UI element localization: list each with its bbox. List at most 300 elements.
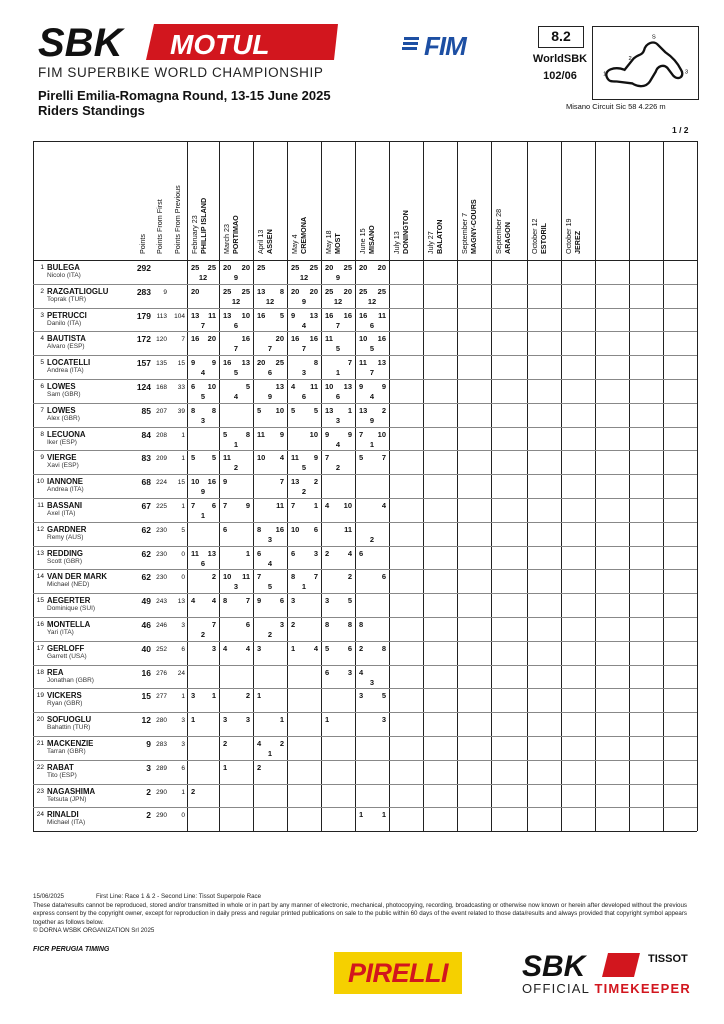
rider-surname: VICKERS <box>47 691 82 701</box>
superpole-points: 9 <box>267 392 273 401</box>
race2-points: 7 <box>211 620 216 629</box>
superpole-points: 12 <box>231 296 241 306</box>
header-round-line: ARAGON <box>502 222 512 254</box>
race1-points: 3 <box>359 691 364 701</box>
row-divider <box>33 760 697 761</box>
points-from-first: 277 <box>156 693 167 701</box>
header-round <box>359 225 376 254</box>
race1-points: 1 <box>191 715 196 725</box>
superpole-points: 9 <box>369 415 375 425</box>
race1-points: 13 <box>191 310 200 320</box>
points-from-previous: 24 <box>177 669 185 677</box>
rider-points: 283 <box>136 286 151 297</box>
race1-points: 2 <box>291 620 296 629</box>
race1-points: 11 <box>291 453 299 463</box>
header-round-line: BALATON <box>434 219 444 254</box>
points-from-previous: 6 <box>181 645 185 653</box>
header-round-line: ESTORIL <box>538 222 548 254</box>
race2-points: 20 <box>309 286 318 296</box>
superpole-points: 6 <box>267 368 273 378</box>
superpole-points: 7 <box>335 320 341 330</box>
rider-surname: BULEGA <box>47 263 80 272</box>
race1-points: 25 <box>223 286 232 296</box>
race1-points: 10 <box>223 572 232 582</box>
race1-points: 1 <box>291 643 296 653</box>
series-label: WorldSBK <box>532 53 588 65</box>
superpole-points: 6 <box>233 320 239 330</box>
page-number: 1 / 2 <box>672 125 689 135</box>
official-word: OFFICIAL <box>522 981 590 996</box>
race2-points: 13 <box>343 382 352 391</box>
race2-points: 7 <box>245 596 250 606</box>
race1-points: 3 <box>325 596 330 606</box>
rider-points: 2 <box>146 810 151 821</box>
rider-surname: NAGASHIMA <box>47 786 96 796</box>
rider-surname: MACKENZIE <box>47 739 94 748</box>
rider-surname: LOCATELLI <box>47 358 91 368</box>
rider-firstname: Alvaro (ESP) <box>47 343 85 351</box>
column-divider <box>697 141 698 831</box>
race1-points: 6 <box>191 382 196 391</box>
superpole-points: 4 <box>200 368 206 378</box>
race2-points: 1 <box>245 548 250 558</box>
superpole-points: 2 <box>233 463 239 473</box>
row-divider <box>33 284 697 285</box>
superpole-points: 12 <box>265 296 275 306</box>
svg-text:1: 1 <box>603 71 607 78</box>
row-divider <box>33 427 697 428</box>
column-divider <box>561 141 562 831</box>
race1-points: 7 <box>291 501 296 510</box>
race2-points: 13 <box>275 382 284 391</box>
superpole-points: 1 <box>200 511 206 520</box>
rider-position: 9 <box>40 454 44 462</box>
header-round-line: JEREZ <box>572 230 582 254</box>
table-border-header <box>33 260 697 261</box>
race2-points: 8 <box>347 620 352 629</box>
race1-points: 2 <box>191 786 196 796</box>
superpole-points: 2 <box>335 463 341 473</box>
row-divider <box>33 736 697 737</box>
race2-points: 8 <box>313 358 318 368</box>
race2-points: 3 <box>211 643 216 653</box>
row-divider <box>33 403 697 404</box>
points-from-previous: 39 <box>177 407 185 415</box>
race2-points: 3 <box>347 667 352 677</box>
race2-points: 9 <box>347 429 352 439</box>
rider-points: 124 <box>136 382 151 392</box>
table-border-left <box>33 141 34 831</box>
superpole-points: 6 <box>301 392 307 401</box>
superpole-points: 7 <box>200 320 206 330</box>
superpole-points: 1 <box>301 582 307 592</box>
points-from-first: 207 <box>156 407 167 415</box>
points-from-first: 113 <box>156 312 167 320</box>
superpole-points: 1 <box>335 368 341 378</box>
race1-points: 13 <box>291 477 300 487</box>
rider-position: 11 <box>37 502 44 509</box>
superpole-points: 7 <box>301 344 307 354</box>
column-divider <box>457 141 458 831</box>
sbk-motul-logo <box>38 22 338 62</box>
points-from-first: 289 <box>156 764 167 772</box>
official-timekeeper <box>522 981 691 996</box>
row-divider <box>33 522 697 523</box>
column-divider <box>527 141 528 831</box>
rider-position: 24 <box>36 811 44 819</box>
race2-points: 11 <box>276 501 284 510</box>
superpole-points: 12 <box>299 273 309 282</box>
points-from-first: 168 <box>156 384 167 391</box>
race2-points: 5 <box>381 691 386 701</box>
header-round-line: MISANO <box>366 225 376 254</box>
rider-points: 40 <box>141 643 151 654</box>
rider-surname: REDDING <box>47 548 83 558</box>
circuit-map-icon <box>592 26 699 100</box>
superpole-points: 6 <box>369 320 375 330</box>
rider-firstname: Andrea (ITA) <box>47 486 84 494</box>
rider-firstname: Ryan (GBR) <box>47 700 83 708</box>
race1-points: 4 <box>223 643 228 653</box>
race2-points: 6 <box>211 501 216 510</box>
race1-points: 4 <box>257 739 262 748</box>
race2-points: 10 <box>275 405 284 415</box>
race2-points: 16 <box>377 334 386 344</box>
points-from-first: 230 <box>156 526 167 534</box>
svg-text:3: 3 <box>684 69 689 76</box>
footer-date: 15/06/2025 <box>33 893 64 900</box>
row-divider <box>33 569 697 570</box>
race2-points: 10 <box>343 501 352 510</box>
points-from-first: 9 <box>163 288 167 296</box>
rider-firstname: Jonathan (GBR) <box>47 676 94 684</box>
rider-position: 16 <box>36 621 44 628</box>
race1-points: 16 <box>191 334 200 344</box>
timekeeper-word: TIMEKEEPER <box>594 981 691 996</box>
race2-points: 1 <box>211 691 216 701</box>
points-from-first: 290 <box>156 812 167 820</box>
header-round-line: May 18 <box>324 230 333 254</box>
race1-points: 4 <box>291 382 296 391</box>
row-divider <box>33 498 697 499</box>
header-round-line: CREMONA <box>298 216 308 254</box>
superpole-points: 3 <box>369 677 375 687</box>
superpole-points: 7 <box>369 368 375 378</box>
race2-points: 25 <box>241 286 250 296</box>
race1-points: 13 <box>359 405 368 415</box>
race1-points: 11 <box>325 334 333 344</box>
superpole-points: 5 <box>335 344 341 354</box>
rider-position: 5 <box>40 359 44 367</box>
points-from-previous: 15 <box>177 360 185 368</box>
row-divider <box>33 546 697 547</box>
row-divider <box>33 807 697 808</box>
points-from-previous: 5 <box>181 526 185 534</box>
points-from-first: 276 <box>156 669 167 677</box>
points-from-previous: 0 <box>181 574 185 582</box>
race1-points: 2 <box>325 548 330 558</box>
rider-points: 85 <box>141 405 151 416</box>
race2-points: 2 <box>313 477 318 487</box>
points-from-previous: 3 <box>181 622 185 629</box>
ficr-timing-logo: FICR PERUGIA TIMING <box>33 946 110 953</box>
rider-position: 19 <box>36 692 44 700</box>
rider-firstname: Danilo (ITA) <box>47 319 82 327</box>
header-from-previous: Points From Previous <box>173 185 182 254</box>
points-from-previous: 6 <box>181 764 185 772</box>
race1-points: 1 <box>257 691 262 701</box>
race2-points: 11 <box>310 382 318 391</box>
rider-position: 8 <box>40 430 44 438</box>
header-round <box>191 198 208 254</box>
column-divider <box>287 141 288 831</box>
points-from-first: 224 <box>156 479 167 487</box>
header-round <box>393 210 410 254</box>
race1-points: 6 <box>359 548 364 558</box>
rider-surname: RAZGATLIOGLU <box>47 286 109 296</box>
race2-points: 4 <box>245 643 250 653</box>
header-round-line: May 4 <box>290 234 299 254</box>
points-from-previous: 33 <box>177 384 185 391</box>
rider-surname: LECUONA <box>47 429 86 439</box>
rider-position: 15 <box>36 597 44 605</box>
table-border-bottom <box>33 831 697 832</box>
race1-points: 1 <box>359 810 364 820</box>
row-divider <box>33 355 697 356</box>
race1-points: 9 <box>325 429 330 439</box>
points-from-first: 243 <box>156 598 167 606</box>
race2-points: 6 <box>313 524 318 534</box>
race2-points: 16 <box>343 310 352 320</box>
svg-text:S: S <box>651 34 656 41</box>
race1-points: 5 <box>291 405 296 415</box>
race1-points: 3 <box>223 715 228 725</box>
race1-points: 8 <box>191 405 196 415</box>
race1-points: 8 <box>223 596 228 606</box>
points-from-previous: 15 <box>177 479 185 487</box>
race2-points: 4 <box>211 596 216 606</box>
points-from-previous: 1 <box>181 503 185 510</box>
race2-points: 7 <box>347 358 352 368</box>
race1-points: 1 <box>325 715 330 725</box>
race2-points: 1 <box>347 405 352 415</box>
header-round <box>257 229 274 254</box>
race2-points: 2 <box>381 405 386 415</box>
row-divider <box>33 641 697 642</box>
race2-points: 3 <box>381 715 386 725</box>
points-from-previous: 104 <box>174 312 185 320</box>
header-round-line: PHILLIP ISLAND <box>198 197 208 254</box>
rider-surname: RINALDI <box>47 810 79 820</box>
rider-position: 4 <box>40 335 44 343</box>
race2-points: 2 <box>279 739 284 748</box>
table-border-top <box>33 141 697 142</box>
header-round-line: March 23 <box>222 224 231 254</box>
superpole-points: 3 <box>267 534 273 544</box>
race1-points: 16 <box>257 310 266 320</box>
header-points: Points <box>138 234 147 254</box>
race1-points: 11 <box>359 358 367 368</box>
race2-points: 9 <box>279 429 284 439</box>
points-from-first: 208 <box>156 431 167 439</box>
tissot-logo: TISSOT <box>648 953 688 965</box>
rider-points: 62 <box>141 572 151 583</box>
row-divider <box>33 379 697 380</box>
race2-points: 9 <box>313 453 318 463</box>
rider-firstname: Xavi (ESP) <box>47 462 79 470</box>
rider-firstname: Remy (AUS) <box>47 533 84 541</box>
header-round <box>495 209 512 254</box>
race1-points: 3 <box>191 691 196 701</box>
points-from-first: 290 <box>156 788 167 796</box>
race2-points: 5 <box>313 405 318 415</box>
race2-points: 7 <box>381 453 386 463</box>
fim-logo: FIM <box>424 31 466 61</box>
superpole-points: 3 <box>200 415 206 425</box>
rider-points: 68 <box>141 477 151 488</box>
column-divider <box>187 141 188 831</box>
race1-points: 20 <box>325 263 334 272</box>
superpole-points: 9 <box>301 296 307 306</box>
rider-points: 16 <box>141 667 151 678</box>
race1-points: 6 <box>223 524 228 534</box>
rider-points: 15 <box>141 691 151 702</box>
race2-points: 6 <box>381 572 386 582</box>
superpole-points: 4 <box>233 392 239 401</box>
rider-surname: SOFUOGLU <box>47 715 92 725</box>
rider-points: 46 <box>141 620 151 630</box>
points-from-previous: 0 <box>181 550 185 558</box>
column-divider <box>219 141 220 831</box>
sbk-small-logo <box>522 950 642 980</box>
race1-points: 10 <box>257 453 266 463</box>
race1-points: 16 <box>291 334 300 344</box>
row-divider <box>33 665 697 666</box>
points-from-first: 252 <box>156 645 167 653</box>
rider-surname: PETRUCCI <box>47 310 87 320</box>
document-code: 8.2 <box>538 26 584 48</box>
rider-position: 20 <box>36 716 44 724</box>
points-from-first: 280 <box>156 717 167 725</box>
rider-position: 21 <box>36 740 44 747</box>
rider-points: 157 <box>136 358 151 369</box>
race1-points: 20 <box>257 358 266 368</box>
rider-firstname: Sam (GBR) <box>47 391 81 398</box>
race1-points: 25 <box>291 263 300 272</box>
header-round <box>291 217 308 254</box>
superpole-points: 9 <box>233 273 239 282</box>
rider-surname: AEGERTER <box>47 596 91 606</box>
header-round-line: July 13 <box>392 231 401 254</box>
race2-points: 9 <box>211 358 216 368</box>
rider-firstname: Michael (ITA) <box>47 819 86 827</box>
row-divider <box>33 617 697 618</box>
rider-position: 17 <box>36 644 44 652</box>
superpole-points: 3 <box>301 368 307 378</box>
race2-points: 5 <box>245 382 250 391</box>
race2-points: 20 <box>343 286 352 296</box>
race1-points: 20 <box>359 263 368 272</box>
race1-points: 8 <box>359 620 364 629</box>
points-from-previous: 3 <box>181 717 185 725</box>
column-divider <box>253 141 254 831</box>
rider-position: 23 <box>36 787 44 795</box>
header-round-line: February 23 <box>190 215 199 254</box>
row-divider <box>33 784 697 785</box>
column-divider <box>491 141 492 831</box>
rider-surname: LOWES <box>47 382 76 391</box>
rider-position: 2 <box>40 287 44 295</box>
pirelli-logo: PIRELLI <box>347 958 448 988</box>
column-divider <box>321 141 322 831</box>
superpole-points: 4 <box>301 320 307 330</box>
rider-points: 62 <box>141 524 151 535</box>
race1-points: 13 <box>257 286 266 296</box>
superpole-points: 2 <box>369 534 375 544</box>
race2-points: 11 <box>344 524 352 534</box>
rider-firstname: Tito (ESP) <box>47 771 77 779</box>
header-round <box>531 218 548 254</box>
race1-points: 16 <box>325 310 334 320</box>
superpole-points: 5 <box>369 344 375 354</box>
document-title: Pirelli Emilia-Romagna Round, 13-15 June 2025 <box>38 88 331 103</box>
race2-points: 25 <box>343 263 352 272</box>
rider-firstname: Nicolo (ITA) <box>47 272 81 279</box>
race2-points: 16 <box>275 524 284 534</box>
rider-position: 22 <box>36 763 44 771</box>
race1-points: 11 <box>223 453 231 463</box>
points-from-first: 283 <box>156 741 167 748</box>
rider-points: 292 <box>136 263 151 273</box>
points-from-previous: 1 <box>181 693 185 701</box>
rider-points: 12 <box>141 715 151 726</box>
race2-points: 8 <box>279 286 284 296</box>
race1-points: 7 <box>325 453 330 463</box>
rider-surname: VIERGE <box>47 453 77 463</box>
document-subtitle: Riders Standings <box>38 103 145 118</box>
points-from-first: 225 <box>156 503 167 510</box>
rider-firstname: Tarran (GBR) <box>47 748 86 755</box>
header-round-line: September 7 <box>460 212 469 254</box>
rider-position: 1 <box>40 264 44 271</box>
rider-points: 172 <box>136 334 151 345</box>
svg-text:MOTUL: MOTUL <box>170 29 270 60</box>
race2-points: 8 <box>211 405 216 415</box>
race1-points: 11 <box>257 429 265 439</box>
race1-points: 13 <box>325 405 334 415</box>
column-divider <box>389 141 390 831</box>
rider-firstname: Dominique (SUI) <box>47 605 96 613</box>
rider-surname: MONTELLA <box>47 620 91 629</box>
superpole-points: 12 <box>333 296 343 306</box>
header-from-first: Points From First <box>155 199 164 254</box>
superpole-points: 4 <box>267 558 273 568</box>
rider-points: 49 <box>141 596 151 607</box>
header-round-line: ASSEN <box>264 229 274 254</box>
fim-stripes-icon <box>402 36 420 52</box>
race2-points: 25 <box>377 286 386 296</box>
rider-points: 3 <box>146 762 151 773</box>
footer-copyright: © DORNA WSBK ORGANIZATION Srl 2025 <box>33 927 155 935</box>
race2-points: 1 <box>381 810 386 820</box>
race1-points: 9 <box>257 596 262 606</box>
race1-points: 2 <box>359 643 364 653</box>
points-from-previous: 1 <box>181 788 185 796</box>
race2-points: 7 <box>313 572 318 582</box>
race1-points: 6 <box>291 548 296 558</box>
row-divider <box>33 331 697 332</box>
header-round <box>565 218 582 254</box>
